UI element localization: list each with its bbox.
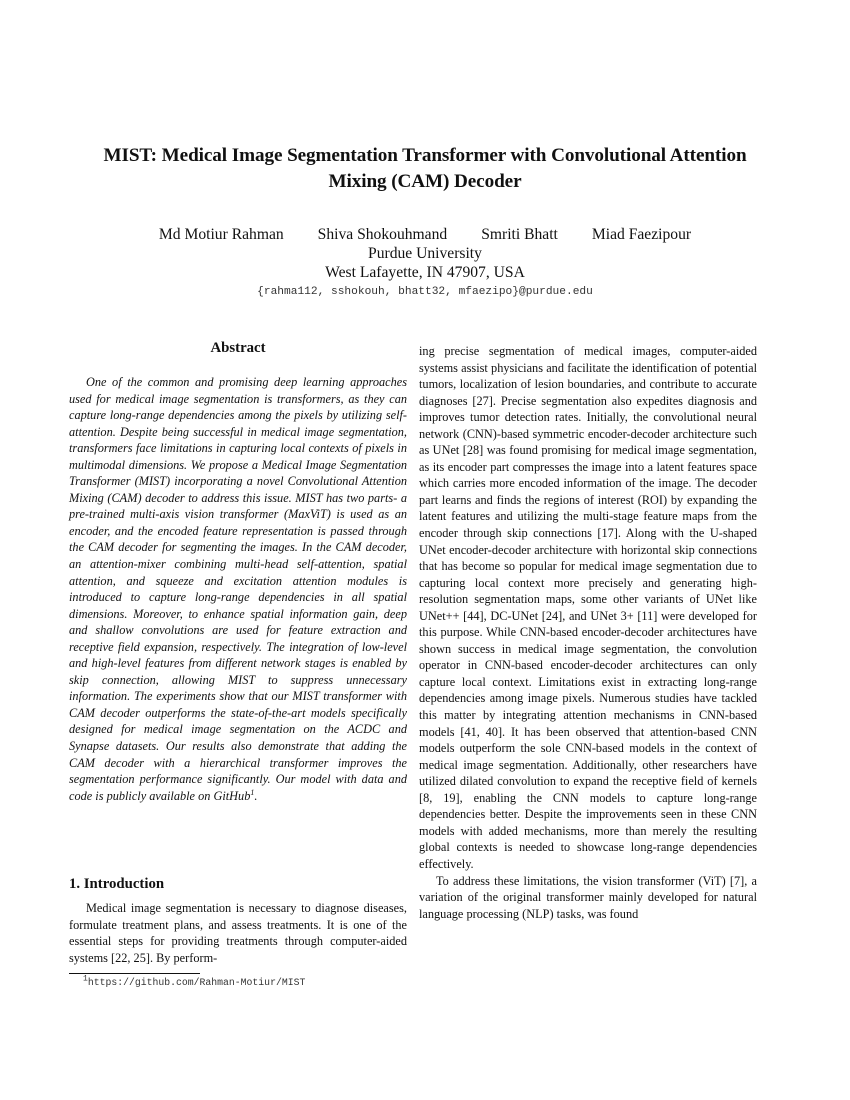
abstract-heading: Abstract <box>210 340 266 356</box>
author-name: Md Motiur Rahman <box>158 226 284 243</box>
abstract-text: One of the common and promising deep learning approaches used for medical image segmentation is transformers, as they can capture long-range dependencies among the pixels by utilizing self-attention. Despite being successful in medical image segmentation, transformers face limitations in capturing local contexts of pixels in multimodal dimensions. We propose a Medical Image Segmentation Transformer (MIST) incorporating a novel Convolutional Attention Mixing (CAM) decoder to address this issue. MIST has two parts- a pre-trained multi-axis vision transformer (MaxViT) is used as an encoder, and the encoded feature representation is passed through the CAM decoder for segmenting the images. In the CAM decoder, an attention-mixer combining multi-head self-attention, spatial attention, and squeeze and excitation attention modules is introduced to capture long-range dependencies in all spatial dimensions. Moreover, to enhance spatial information gain, deep and shallow convolutions are used for feature extraction and receptive field expansion, respectively. The integration of low-level and high-level features from different network stages is enabled by skip connection, allowing MIST to suppress unnecessary information. The experiments show that our MIST transformer with CAM decoder outperforms the state-of-the-art models specifically designed for medical image segmentation on the ACDC and Synapse datasets. Our results also demonstrate that adding the CAM decoder with a hierarchical transformer improves the segmentation performance significantly. Our model with data and code is publicly available on GitHub <box>69 375 407 803</box>
author-list <box>0 225 850 244</box>
section-heading-introduction: 1. Introduction <box>69 876 165 892</box>
footnote-ref[interactable]: 1 <box>250 787 255 797</box>
footnote-link[interactable]: https://github.com/Rahman-Motiur/MIST <box>87 977 306 988</box>
right-column <box>419 343 757 922</box>
title-line-2: Mixing (CAM) Decoder <box>328 170 522 192</box>
intro-left-column <box>69 900 407 966</box>
footnote-mark: 1 <box>83 974 88 984</box>
title-line-1: MIST: Medical Image Segmentation Transformer with Convolutional Attention <box>103 145 747 166</box>
footnote-divider <box>69 973 200 974</box>
author-emails: {rahma112, sshokouh, bhatt32, mfaezipo}@purdue.edu <box>257 286 593 298</box>
paper-title <box>40 143 810 194</box>
address: West Lafayette, IN 47907, USA <box>325 264 525 281</box>
abstract-body: One of the common and promising deep learning approaches used for medical image segmentation is transformers, as they can capture long-range dependencies among the pixels by utilizing self-attention. Despite being successful in medical image segmentation, transformers face limitations in capturing local contexts of pixels in multimodal dimensions. We propose a Medical Image Segmentation Transformer (MIST) incorporating a novel Convolutional Attention Mixing (CAM) decoder to address this issue. MIST has two parts- a pre-trained multi-axis vision transformer (MaxViT) is used as an encoder, and the encoded feature representation is passed through the CAM decoder for segmenting the images. In the CAM decoder, an attention-mixer combining multi-head self-attention, spatial attention, and squeeze and excitation attention modules is introduced to capture long-range dependencies in all spatial dimensions. Moreover, to enhance spatial information gain, deep and shallow convolutions are used for feature extraction and receptive field expansion, respectively. The integration of low-level and high-level features from different network stages is enabled by skip connection, allowing MIST to suppress unnecessary information. The experiments show that our MIST transformer with CAM decoder outperforms the state-of-the-art models specifically designed for medical image segmentation on the ACDC and Synapse datasets. Our results also demonstrate that adding the CAM decoder with a hierarchical transformer improves the segmentation performance significantly. Our model with data and code is publicly available on GitHub$^1$. <box>69 375 407 803</box>
intro-paragraph: Medical image segmentation is necessary to diagnose diseases, formulate treatment plans, and assess treatments. It is one of the essential steps for providing treatments through computer-aided systems [22, 25]. By perform- <box>69 901 407 965</box>
author-name: Miad Faezipour <box>591 226 692 243</box>
author-block <box>0 225 850 282</box>
intro-paragraph-continued: ing precise segmentation of medical images, computer-aided systems assist physicians and facilitate the identification of potential tumors, localization of lesion boundaries, and contribute to accurate diagnoses [27]. Precise segmentation also expedites diagnosis and improves tumor detection rates. Initially, the convolutional neural network (CNN)-based symmetric encoder-decoder architecture such as UNet [28] was found promising for medical image segmentation, as its encoder part compresses the image into a latent features space which carries more encoded information of the image. The decoder part learns and finds the regions of interest (ROI) by expanding the latent features and utilizing the multi-stage feature maps from the encoder through skip connections [17]. Along with the U-shaped UNet encoder-decoder architecture with horizontal skip connections that has become so popular for medical image segmentation due to capturing local context more precisely and generating high-resolution segmentation maps, some other variants of UNet like UNet++ [44], DC-UNet [24], and UNet 3+ [11] were developed for this purpose. While CNN-based encoder-decoder architectures have shown success in medical image segmentation, the convolution operator in CNN-based encoder-decoder architectures can only capture local context. Limitations exist in extracting long-range dependencies among image pixels. Numerous studies have tackled this matter by integrating attention mechanisms in CNN-based models [41, 40]. It has been observed that attention-based CNN models outperform the sole CNN-based models in the context of medical image segmentation. Additionally, other researchers have utilized dilated convolution to expand the receptive field of kernels [8, 19], enabling the CNN models to capture long-range dependencies better. Despite the improvements seen in these CNN models with added mechanisms, more than merely the resulting global contexts is needed to showcase long-range dependencies effectively. <box>419 344 757 871</box>
affiliation: Purdue University <box>368 245 482 262</box>
author-name: Shiva Shokouhmand <box>317 226 448 243</box>
author-name: Smriti Bhatt <box>481 226 558 243</box>
intro-paragraph: To address these limitations, the vision transformer (ViT) [7], a variation of the original transformer mainly developed for natural language processing (NLP) tasks, was found <box>419 873 757 921</box>
footnote <box>83 974 306 988</box>
